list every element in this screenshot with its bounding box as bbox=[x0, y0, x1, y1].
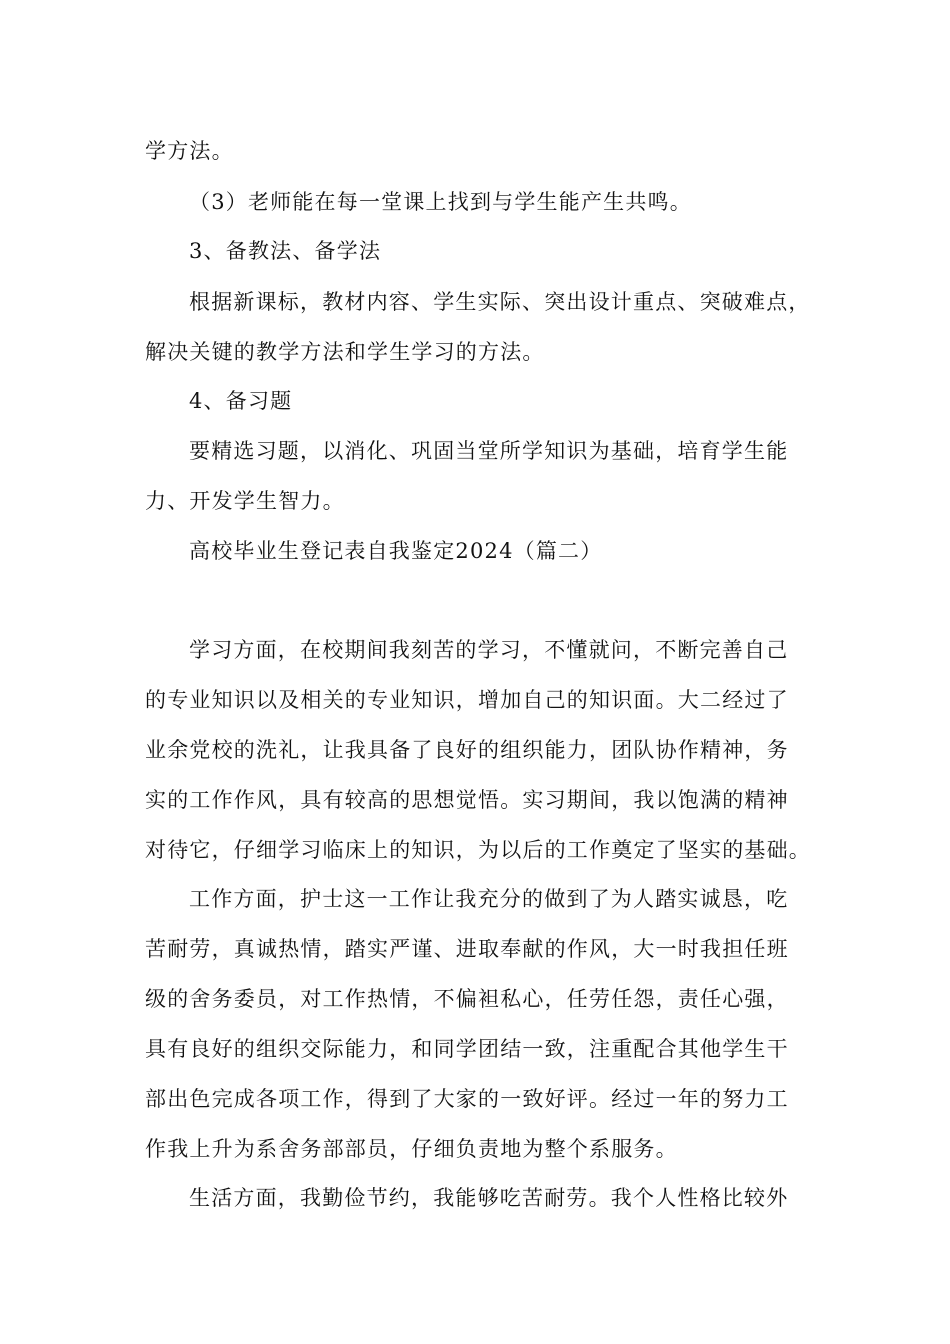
text-line: 作我上升为系舍务部部员，仔细负责地为整个系服务。 bbox=[145, 1137, 678, 1161]
text-line: 级的舍务委员，对工作热情，不偏袒私心，任劳任怨，责任心强， bbox=[145, 987, 789, 1011]
text-line: 学习方面，在校期间我刻苦的学习，不懂就问，不断完善自己 bbox=[189, 638, 789, 662]
section-heading: 4、备习题 bbox=[189, 389, 293, 413]
text-line: 力、开发学生智力。 bbox=[145, 489, 345, 513]
text-line: 业余党校的洗礼，让我具备了良好的组织能力，团队协作精神，务 bbox=[145, 738, 789, 762]
text-line: 对待它，仔细学习临床上的知识，为以后的工作奠定了坚实的基础。 bbox=[145, 838, 811, 862]
text-line: 苦耐劳，真诚热情，踏实严谨、进取奉献的作风，大一时我担任班 bbox=[145, 937, 789, 961]
text-line: 实的工作作风，具有较高的思想觉悟。实习期间，我以饱满的精神 bbox=[145, 788, 789, 812]
text-line: 学方法。 bbox=[145, 139, 234, 163]
article-title: 高校毕业生登记表自我鉴定2024（篇二） bbox=[189, 539, 603, 563]
list-item-3: （3）老师能在每一堂课上找到与学生能产生共鸣。 bbox=[189, 190, 692, 214]
text-line: 解决关键的教学方法和学生学习的方法。 bbox=[145, 340, 545, 364]
text-line: 的专业知识以及相关的专业知识，增加自己的知识面。大二经过了 bbox=[145, 688, 789, 712]
text-line: 根据新课标，教材内容、学生实际、突出设计重点、突破难点， bbox=[189, 290, 811, 314]
text-line: 工作方面，护士这一工作让我充分的做到了为人踏实诚恳，吃 bbox=[189, 887, 789, 911]
text-line: 具有良好的组织交际能力，和同学团结一致，注重配合其他学生干 bbox=[145, 1037, 789, 1061]
section-heading: 3、备教法、备学法 bbox=[189, 239, 382, 263]
text-line: 要精选习题，以消化、巩固当堂所学知识为基础，培育学生能 bbox=[189, 439, 789, 463]
text-line: 部出色完成各项工作，得到了大家的一致好评。经过一年的努力工 bbox=[145, 1087, 789, 1111]
text-line: 生活方面，我勤俭节约，我能够吃苦耐劳。我个人性格比较外 bbox=[189, 1186, 789, 1210]
